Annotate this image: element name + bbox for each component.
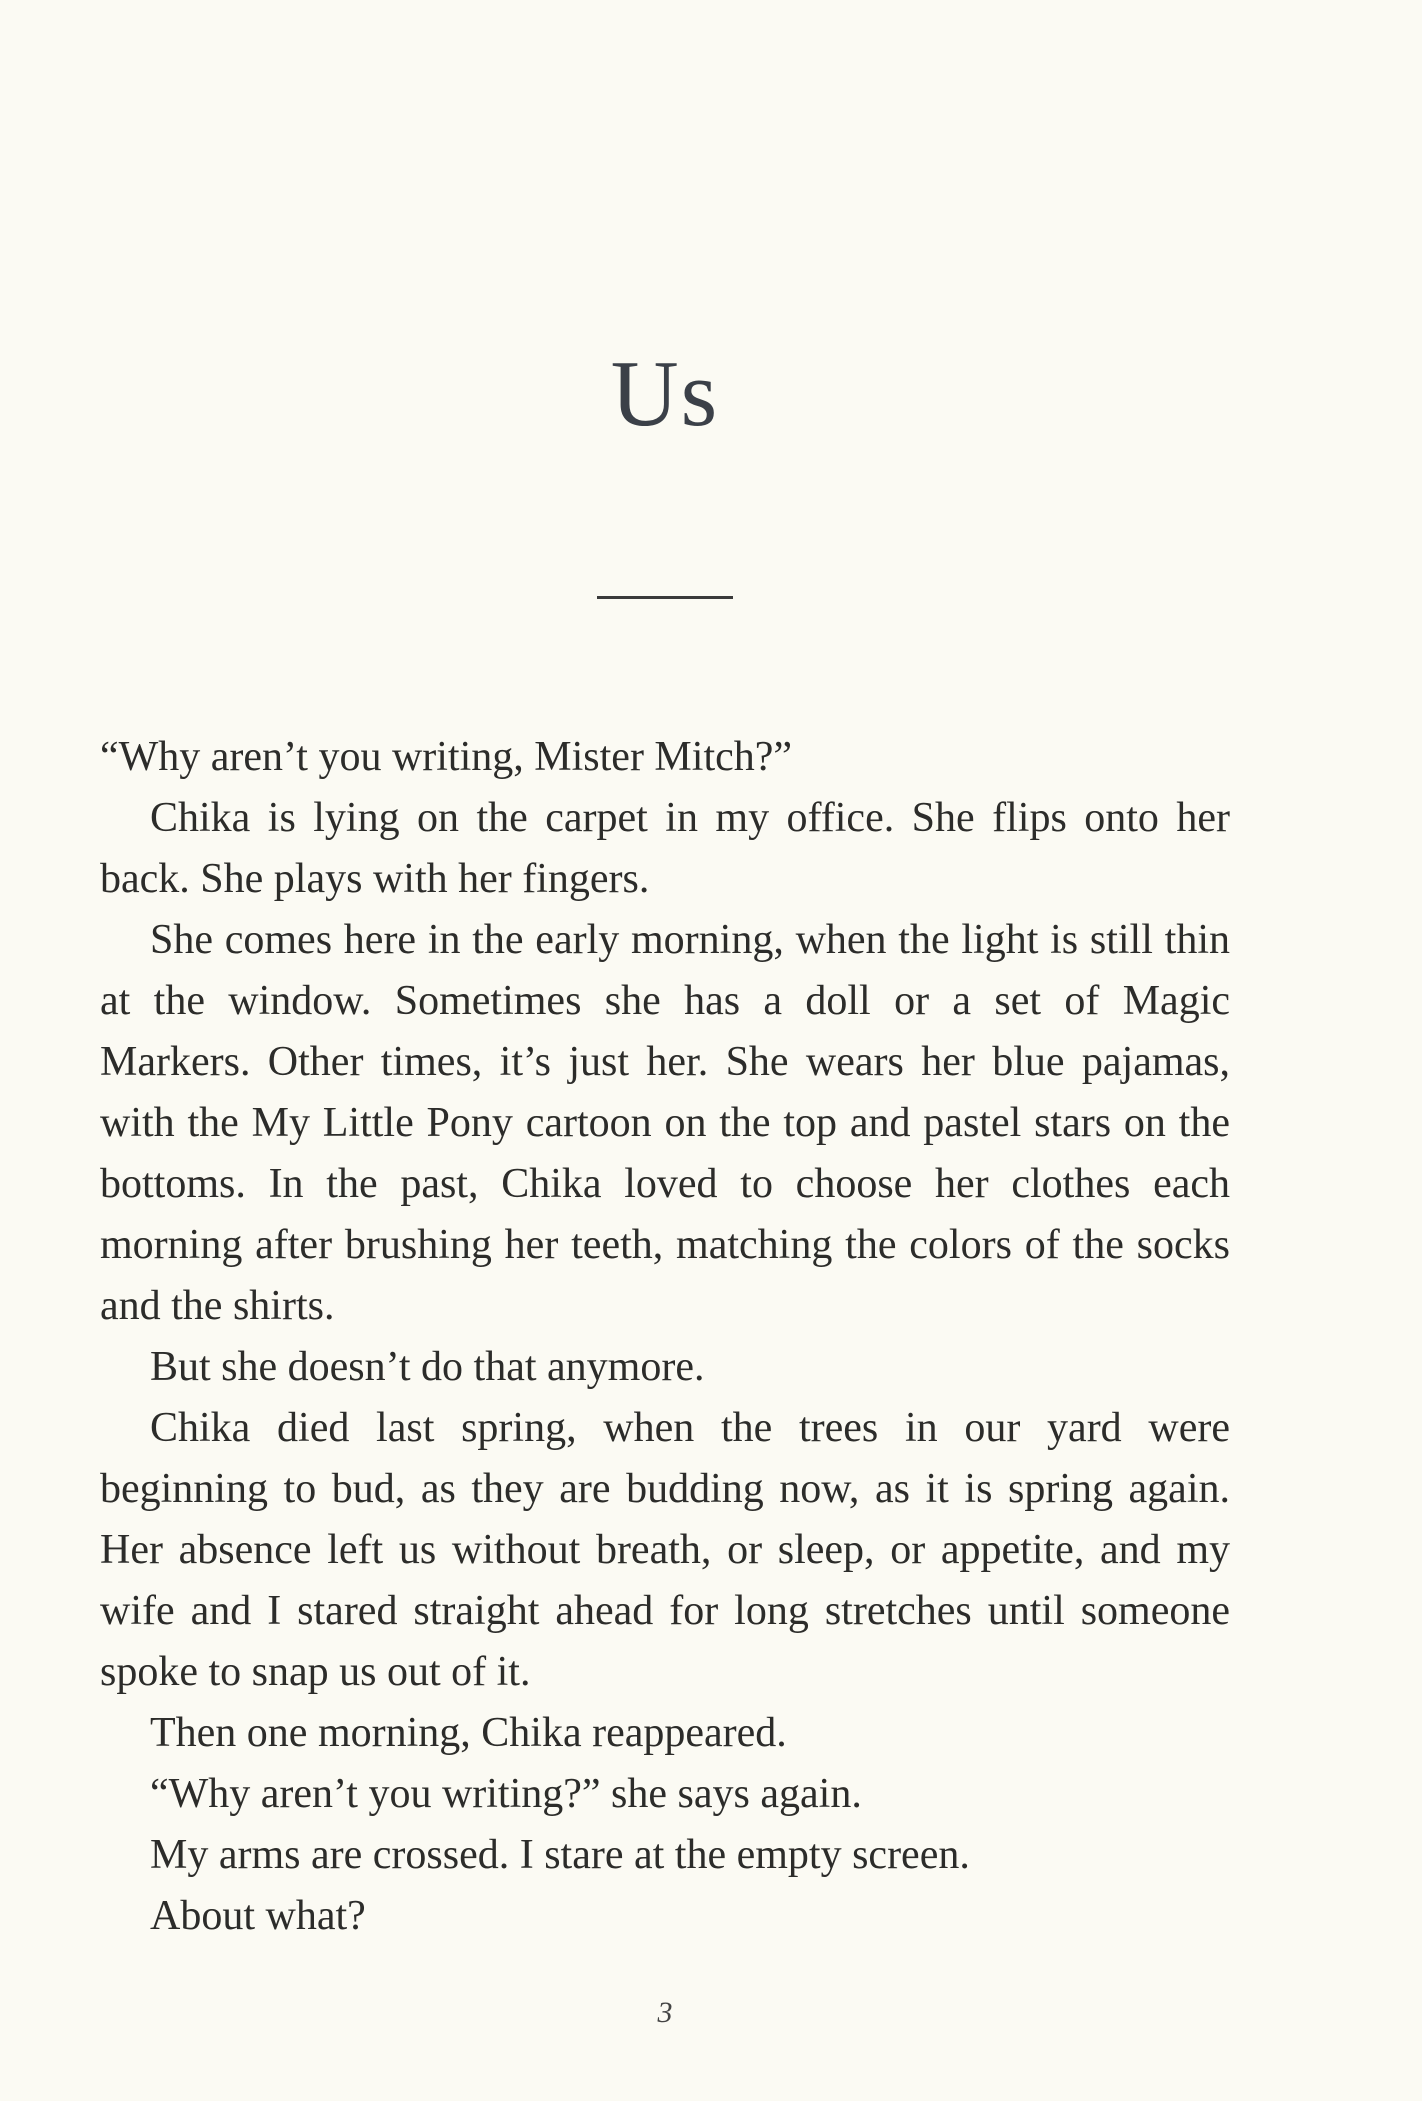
paragraph: Then one morning, Chika reappeared. bbox=[150, 1710, 787, 1756]
paragraph: “Why aren’t you writing, Mister Mitch?” bbox=[100, 734, 793, 780]
paragraph: “Why aren’t you writing?” she says again. bbox=[150, 1771, 862, 1817]
page-number: 3 bbox=[657, 1996, 673, 2029]
paragraph: She comes here in the early morning, when the light is still thin at the window. Sometimes she has a doll or a set of Magic Markers. Other times, it’s just her. She wears her blue pajamas, with the My Little Pony cartoon on the top and pastel stars on the bottoms. In the past, Chika loved to choose her clothes each morning after brushing her teeth, matching the colors of the socks and the shirts. bbox=[100, 917, 1230, 1329]
paragraph: Chika died last spring, when the trees in our yard were beginning to bud, as they are budding now, as it is spring again. Her absence left us without breath, or sleep, or appetite, and my wife and I stared straight ahead for long stretches until someone spoke to snap us out of it. bbox=[100, 1405, 1230, 1695]
chapter-title: Us bbox=[610, 342, 720, 446]
body-text bbox=[100, 727, 1230, 1947]
paragraph: Chika is lying on the carpet in my office. She flips onto her back. She plays with her fingers. bbox=[100, 795, 1230, 902]
paragraph: But she doesn’t do that anymore. bbox=[150, 1344, 705, 1390]
paragraph: My arms are crossed. I stare at the empty screen. bbox=[150, 1832, 970, 1878]
paragraph: About what? bbox=[150, 1893, 366, 1939]
title-rule bbox=[597, 596, 733, 599]
